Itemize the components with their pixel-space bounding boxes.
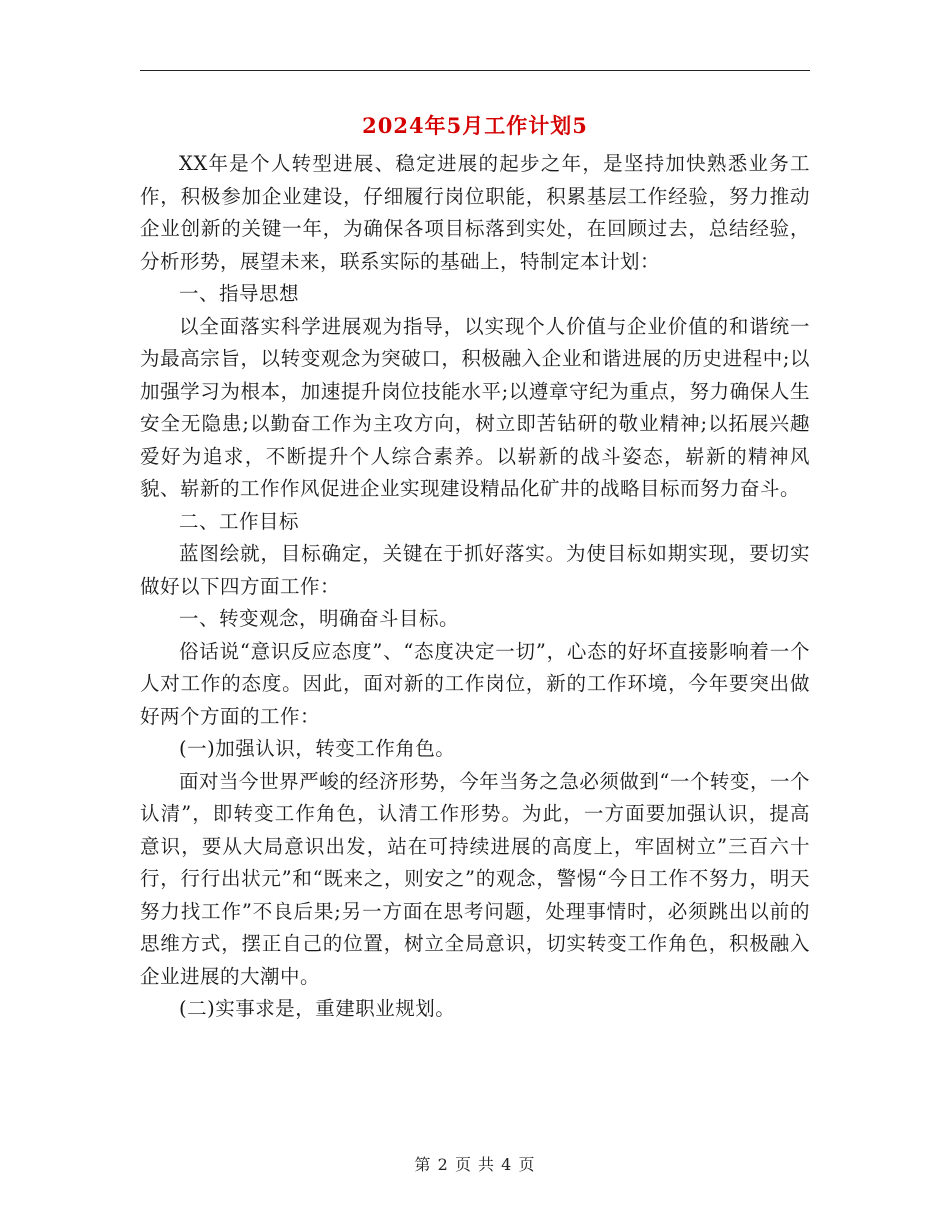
page-footer bbox=[0, 1152, 950, 1175]
strengthen-awareness-paragraph: 面对当今世界严峻的经济形势，今年当务之急必须做到“一个转变，一个认清”，即转变工作角色，认清工作形势。为此，一方面要加强认识，提高意识，要从大局意识出发，站在可持续进展的高度上，牢固树立”三百六十行，行行出状元”和“既来之，则安之”的观念，警惕“今日工作不努力，明天努力找工作”不良后果;另一方面在思考问题，处理事情时，必须跳出以前的思维方式，摆正自己的位置，树立全局意识，切实转变工作角色，积极融入企业进展的大潮中。 bbox=[140, 769, 810, 988]
footer-label-total: 共 bbox=[478, 1155, 496, 1174]
document-body bbox=[140, 148, 810, 1026]
subsection-heading-change-mindset: 一、转变观念，明确奋斗目标。 bbox=[179, 607, 460, 630]
item-heading-career-plan: (二)实事求是，重建职业规划。 bbox=[179, 997, 456, 1020]
footer-label-unit2: 页 bbox=[518, 1155, 536, 1174]
header-rule bbox=[140, 70, 810, 71]
footer-label-unit: 页 bbox=[454, 1155, 472, 1174]
guiding-ideology-paragraph: 以全面落实科学进展观为指导，以实现个人价值与企业价值的和谐统一为最高宗旨，以转变观念为突破口，积极融入企业和谐进展的历史进程中;以加强学习为根本，加速提升岗位技能水平;以遵章守纪为重点，努力确保人生安全无隐患;以勤奋工作为主攻方向，树立即苦钻研的敬业精神;以拓展兴趣爱好为追求，不断提升个人综合素养。以崭新的战斗姿态，崭新的精神风貌、崭新的工作作风促进企业实现建设精品化矿井的战略目标而努力奋斗。 bbox=[140, 314, 810, 500]
change-mindset-paragraph: 俗话说“意识反应态度”、“态度决定一切”，心态的好坏直接影响着一个人对工作的态度。因此，面对新的工作岗位，新的工作环境，今年要突出做好两个方面的工作： bbox=[140, 639, 810, 728]
footer-current-page: 2 bbox=[437, 1155, 449, 1174]
document-title: 2024年5月工作计划5 bbox=[362, 113, 588, 138]
item-heading-strengthen-awareness: (一)加强认识，转变工作角色。 bbox=[179, 737, 456, 760]
intro-paragraph: XX年是个人转型进展、稳定进展的起步之年，是坚持加快熟悉业务工作，积极参加企业建设，仔细履行岗位职能，积累基层工作经验，努力推动企业创新的关键一年，为确保各项目标落到实处，在回顾过去，总结经验，分析形势，展望未来，联系实际的基础上，特制定本计划： bbox=[140, 152, 810, 273]
section-heading-work-goals: 二、工作目标 bbox=[179, 509, 300, 533]
work-goals-paragraph: 蓝图绘就，目标确定，关键在于抓好落实。为使目标如期实现，要切实做好以下四方面工作： bbox=[140, 542, 810, 598]
footer-label-page: 第 bbox=[414, 1155, 432, 1174]
footer-total-pages: 4 bbox=[501, 1155, 513, 1174]
section-heading-guiding-ideology: 一、指导思想 bbox=[179, 282, 300, 305]
